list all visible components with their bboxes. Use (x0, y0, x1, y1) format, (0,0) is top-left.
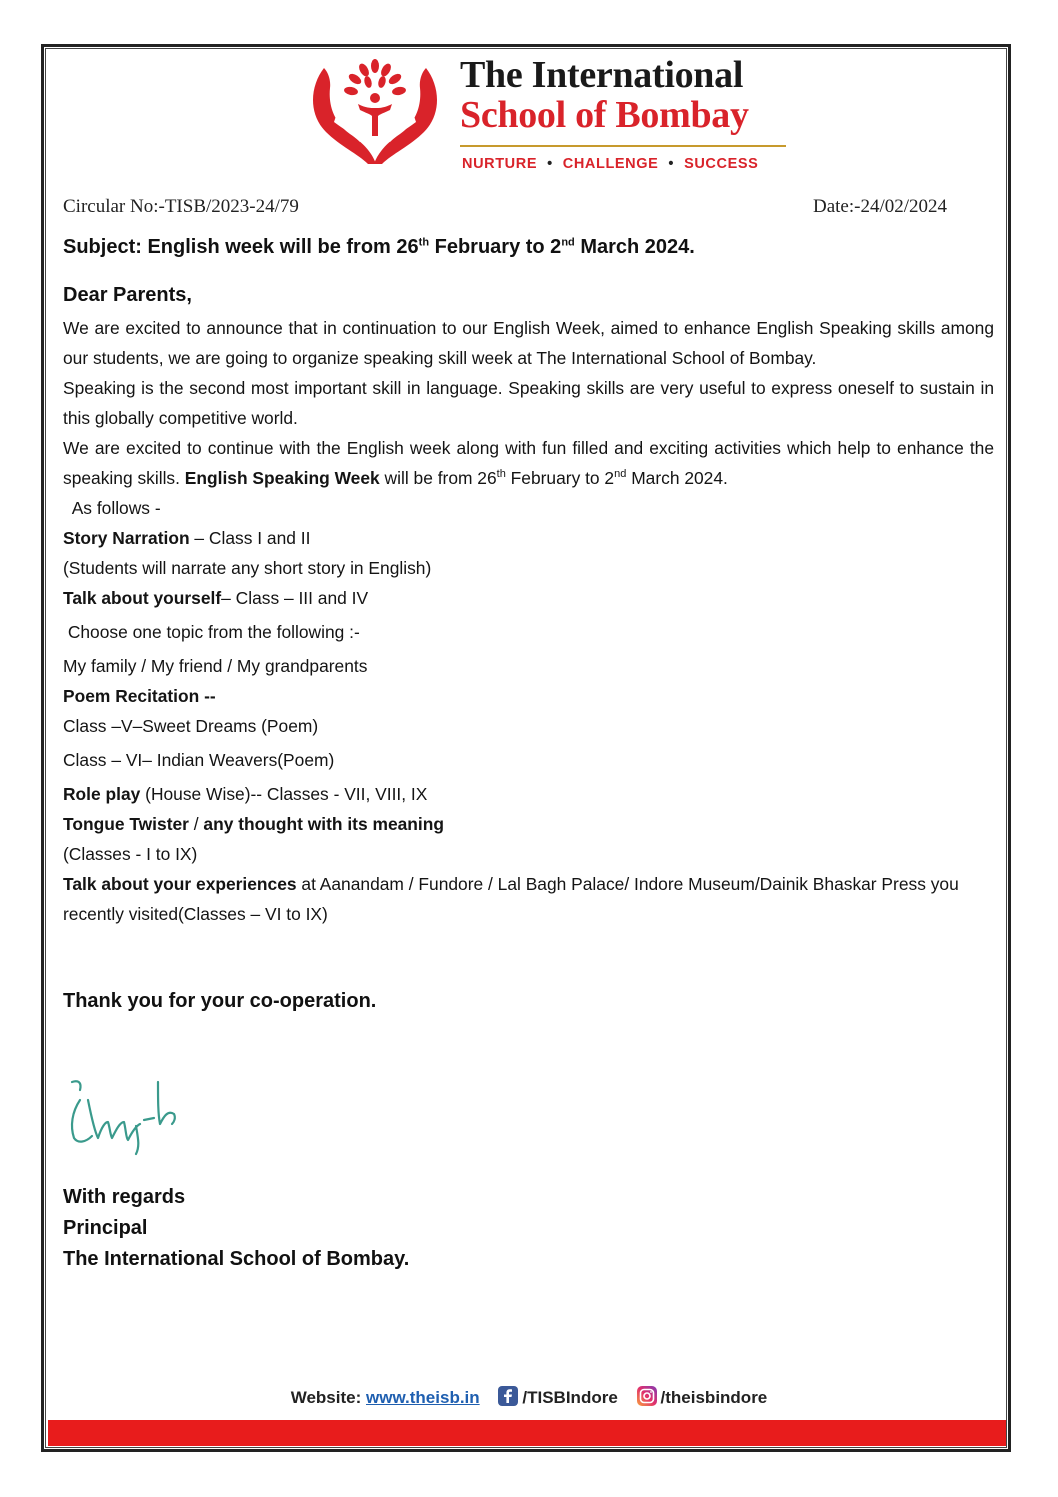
activity-title: Story Narration (63, 528, 190, 548)
website-sep: : (355, 1388, 366, 1407)
activity-title: Tongue Twister (63, 814, 189, 834)
subject-sup: nd (561, 236, 575, 249)
bold-text: English Speaking Week (184, 468, 380, 488)
subject-line (63, 236, 695, 259)
activity-title: Role play (63, 784, 141, 804)
instagram-handle[interactable]: /theisbindore (660, 1388, 768, 1407)
principal-signature (66, 1060, 186, 1160)
activity-title: Talk about yourself (63, 588, 222, 608)
text: We are excited to continue with the English week along with fun filled and exciting activities which help to enhance the speaking skills. (63, 438, 994, 488)
activity-experiences (63, 869, 994, 929)
circular-number: Circular No:-TISB/2023-24/79 (63, 196, 299, 217)
activity-story-note: (Students will narrate any short story in English) (63, 558, 432, 578)
footer (0, 1386, 1058, 1408)
text: March 2024. (626, 468, 728, 488)
poem-class-v: Class –V–Sweet Dreams (Poem) (63, 716, 319, 736)
closing-title: Principal (63, 1217, 148, 1239)
paragraph-intro: We are excited to announce that in continuation to our English Week, aimed to enhance English Speaking skills among our students, we are going to organize speaking skill week at The International School of Bombay. (63, 318, 994, 368)
website-label: Website (290, 1388, 356, 1407)
circular-date: Date:-24/02/2024 (812, 196, 947, 217)
activity-title: Talk about your experiences (63, 874, 297, 894)
activity-talk (63, 583, 994, 613)
subject-sup: th (418, 236, 430, 249)
closing-regards: With regards (63, 1186, 186, 1208)
footer-red-band (48, 1420, 1006, 1446)
instagram-icon[interactable] (637, 1386, 657, 1406)
poem-class-vi: Class – VI– Indian Weavers(Poem) (63, 750, 335, 770)
activity-title: any thought with its meaning (203, 814, 444, 834)
activity-poem: Poem Recitation -- (63, 686, 216, 706)
tagline-success: SUCCESS (684, 156, 759, 172)
tagline (462, 156, 758, 172)
activity-text: / (188, 814, 204, 834)
facebook-icon[interactable] (498, 1386, 518, 1406)
school-name-line1: The International (460, 54, 744, 96)
paragraph-week (63, 433, 994, 493)
tagline-challenge: CHALLENGE (562, 156, 659, 172)
subject-text: March 2024. (574, 236, 695, 258)
text: February to 2 (505, 468, 615, 488)
activity-story (63, 523, 994, 553)
website-link[interactable]: www.theisb.in (366, 1388, 480, 1407)
activity-role-play (63, 779, 994, 809)
circular-meta (63, 196, 947, 218)
paragraph-speaking: Speaking is the second most important skill in language. Speaking skills are very useful to express oneself to sustain in this globally competitive world. (63, 378, 994, 428)
closing-block (63, 1182, 409, 1275)
tagline-dot: • (547, 156, 553, 172)
activity-text: – Class – III and IV (221, 588, 369, 608)
as-follows: As follows - (63, 498, 161, 518)
choose-topic: Choose one topic from the following :- (63, 622, 360, 642)
activity-tongue-note: (Classes - I to IX) (63, 844, 198, 864)
facebook-handle[interactable]: /TISBIndore (522, 1388, 618, 1407)
letter-body (63, 313, 994, 929)
subject-text: Subject: English week will be from 26 (63, 236, 419, 258)
school-name (460, 56, 749, 134)
school-name-line2: School of Bombay (460, 94, 749, 136)
activity-text: – Class I and II (189, 528, 311, 548)
closing-school: The International School of Bombay. (63, 1248, 410, 1270)
superscript: nd (614, 468, 627, 481)
subject-text: February to 2 (429, 236, 562, 258)
text: will be from 26 (379, 468, 497, 488)
school-logo-icon (306, 58, 444, 166)
activity-text: at Aanandam / Fundore / Lal Bagh Palace/ Indore Museum/Dainik Bhaskar Press you recently visited(Classes – VI to IX) (63, 874, 959, 924)
activity-text: (House Wise)-- Classes - VII, VIII, IX (140, 784, 428, 804)
superscript: th (496, 468, 506, 481)
tagline-dot: • (668, 156, 675, 172)
topic-list: My family / My friend / My grandparents (63, 656, 368, 676)
tagline-nurture: NURTURE (462, 156, 538, 172)
thanks-line: Thank you for your co-operation. (63, 990, 377, 1012)
tagline-rule (460, 145, 786, 147)
greeting: Dear Parents, (63, 284, 192, 306)
activity-tongue-twister (63, 809, 994, 839)
